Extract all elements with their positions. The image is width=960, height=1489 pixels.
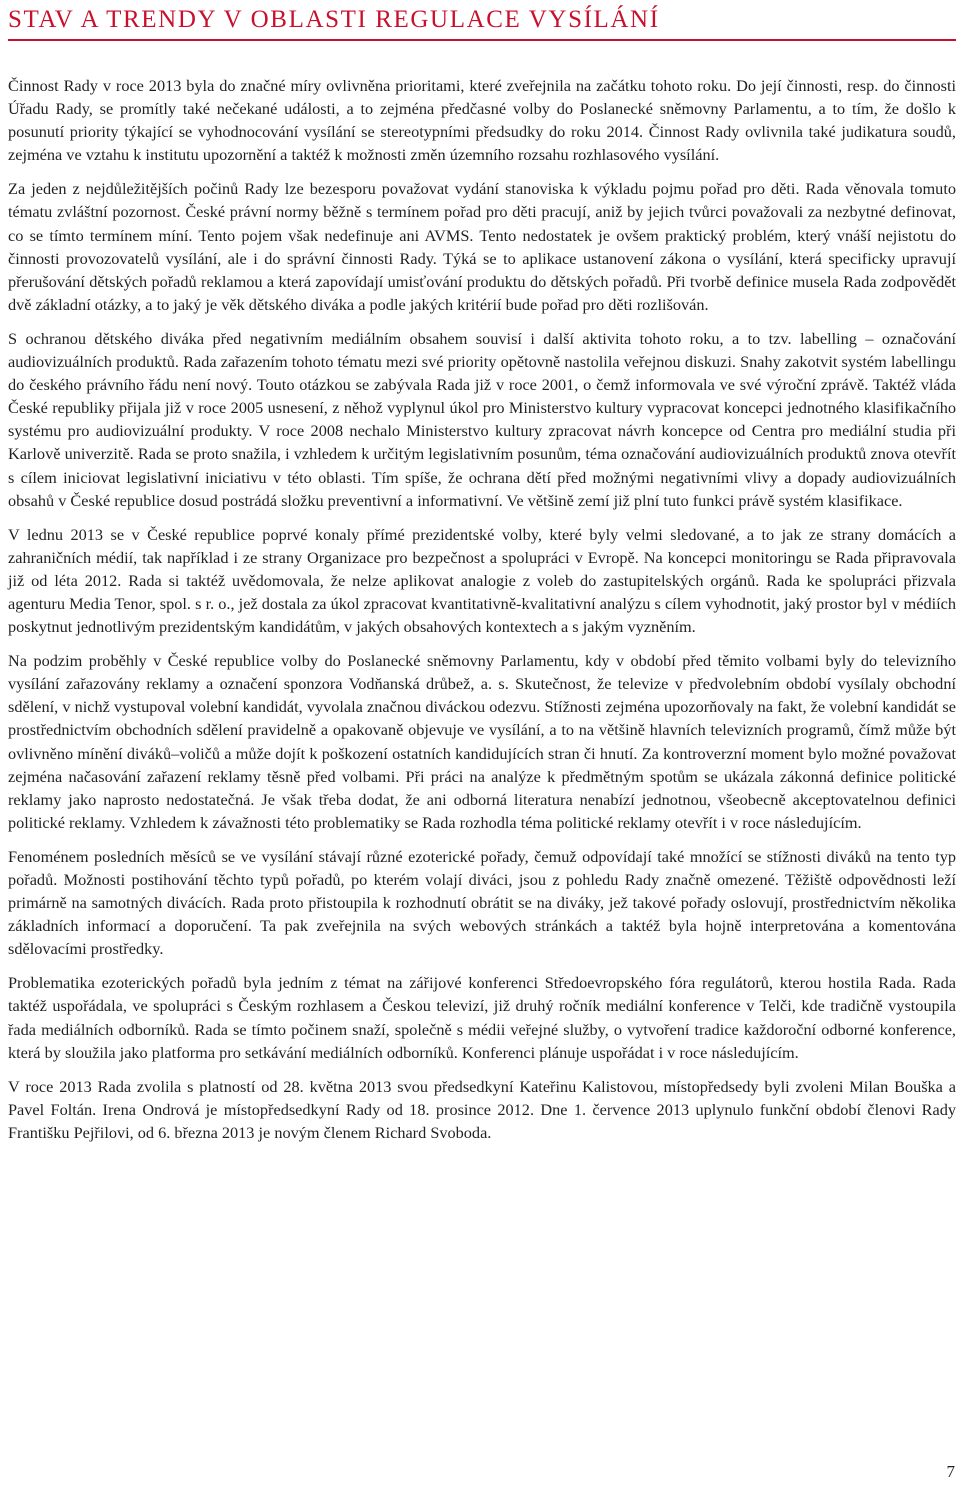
page-number: 7 bbox=[946, 1462, 955, 1481]
paragraph-esoteric-programmes: Fenoménem posledních měsíců se ve vysílání stávají různé ezoterické pořady, čemuž odpovídají také množící se stížnosti diváků na tento typ pořadů. Možnosti postihování těchto typů pořadů, po kterém volají diváci, jsou z pohledu Rady značně omezené. Těžiště odpovědnosti leží primárně na samotných divácích. Rada proto přistoupila k rozhodnutí obrátit se na diváky, jež takové pořady oslovují, prostřednictvím několika základních informací a doporučení. Ta pak zveřejnila na svých webových stránkách a taktéž byla hojně interpretována a komentována sdělovacími prostředky. bbox=[8, 846, 956, 959]
page-header bbox=[8, 0, 956, 41]
header-divider bbox=[8, 39, 956, 41]
paragraph-council-members: V roce 2013 Rada zvolila s platností od 28. května 2013 svou předsedkyní Kateřinu Kalistovou, místopředsedy byli zvoleni Milan Bouška a Pavel Foltán. Irena Ondrová je místopředsedkyní Rady od 18. prosince 2012. Dne 1. července 2013 uplynulo funkční období členovi Rady Františku Pejřilovi, od 6. března 2013 je novým členem Richard Svoboda. bbox=[8, 1076, 956, 1142]
paragraph-parliamentary-election: Na podzim proběhly v České republice volby do Poslanecké sněmovny Parlamentu, kdy v období před těmito volbami byly do televizního vysílání zařazovány reklamy a označení sponzora Vodňanská drůbež, a. s. Skutečnost, že televize v předvolebním období vysílaly obchodní sdělení, v nichž vystupoval volební kandidát, vyvolala značnou diváckou odezvu. Stížnosti zejména upozorňovaly na fakt, že volební kandidát se prostřednictvím obchodních sdělení pravidelně a opakovaně objevuje ve vysílání, a to na většině hlavních televizních programů, čímž může být ovlivněno mínění diváků–voličů a může dojít k poškození ostatních kandidujících stran či hnutí. Za kontroverzní moment bylo možné považovat zejména načasování zařazení reklamy těsně před volbami. Při práci na analýze k předmětným spotům se ukázala zákonná definice politické reklamy jako naprosto nedostatečná. Je však třeba dodat, že ani odborná literatura nenabízí jednotnou, všeobecně akceptovatelnou definici politické reklamy. Vzhledem k závažnosti této problematiky se Rada rozhodla téma politické reklamy otevřít i v roce následujícím. bbox=[8, 651, 956, 832]
document-body bbox=[8, 74, 956, 1155]
paragraph-presidential-election: V lednu 2013 se v České republice poprvé konaly přímé prezidentské volby, které byly velmi sledované, a to jak ze strany domácích a zahraničních médií, tak například i ze strany Organizace pro bezpečnost a spolupráci v Evropě. Na koncepci monitoringu se Rada připravovala již od léta 2012. Rada si taktéž uvědomovala, že nelze aplikovat analogie z voleb do zastupitelských orgánů. Rada ke spolupráci přizvala agenturu Media Tenor, spol. s r. o., jež dostala za úkol zpracovat kvantitativně-kvalitativní analýzu s cílem vyhodnotit, jaký prostor byl v médiích poskytnut jednotlivým prezidentským kandidátům, v jakých obsahových kontextech a s jakým vyzněním. bbox=[8, 524, 956, 637]
paragraph-labelling: S ochranou dětského diváka před negativním mediálním obsahem souvisí i další aktivita tohoto roku, a to tzv. labelling – označování audiovizuálních produktů. Rada zařazením tohoto tématu mezi své priority opětovně nastolila veřejnou diskuzi. Snahy zakotvit systém labellingu do českého právního řádu není nový. Touto otázkou se zabývala Rada již v roce 2001, o čemž informovala ve své výroční zprávě. Taktéž vláda České republiky přijala již v roce 2005 usnesení, z něhož vyplynul úkol pro Ministerstvo kultury vypracovat koncepci jednotného klasifikačního systému pro audiovizuální produkty. V roce 2008 nechalo Ministerstvo kultury zpracovat návrh koncepce od Centra pro mediální studia při Karlově univerzitě. Rada se proto snažila, i vzhledem k určitým legislativním posunům, téma označování audiovizuálních produktů znova otevřít s cílem iniciovat legislativní iniciativu v této oblasti. Tím spíše, že ochrana dětí před možnými negativními vlivy a dopady audiovizuálních obsahů v České republice dosud postrádá složku preventivní a informativní. Ve většině zemí již plní tuto funkci právě systém klasifikace. bbox=[8, 328, 956, 510]
paragraph-conferences: Problematika ezoterických pořadů byla jedním z témat na zářijové konferenci Středoevropského fóra regulátorů, kterou hostila Rada. Rada taktéž uspořádala, ve spolupráci s Českým rozhlasem a Českou televizí, již druhý ročník mediální konference v Telči, kde tradičně vystoupila řada mediálních odborníků. Rada se tímto počinem snaží, společně s médii veřejné služby, o vytvoření tradice každoroční odborné konference, která by sloužila jako platforma pro setkávání mediálních odborníků. Konferenci plánuje uspořádat i v roce následujícím. bbox=[8, 973, 956, 1062]
paragraph-childrens-programme: Za jeden z nejdůležitějších počinů Rady lze bezesporu považovat vydání stanoviska k výkladu pojmu pořad pro děti. Rada věnovala tomuto tématu zvláštní pozornost. České právní normy běžně s termínem pořad pro děti pracují, aniž by jejich tvůrci považovali za nezbytné definovat, co se tímto termínem míní. Tento pojem však nedefinuje ani AVMS. Tento nedostatek je ovšem praktický problém, který vnáší nejistotu do činnosti provozovatelů vysílání, ale i do správní činnosti Rady. Týká se to aplikace ustanovení zákona o vysílání, která specificky upravují přerušování dětských pořadů reklamou a která zapovídají umisťování produktu do dětských pořadů. Při tvorbě definice musela Rada zodpovědět dvě základní otázky, a to jaký je věk dětského diváka a podle jakých kritérií bude pořad pro děti rozlišován. bbox=[8, 179, 956, 314]
page-title: STAV A TRENDY V OBLASTI REGULACE VYSÍLÁNÍ bbox=[8, 6, 660, 33]
paragraph-activities-2013: Činnost Rady v roce 2013 byla do značné míry ovlivněna prioritami, které zveřejnila na začátku tohoto roku. Do její činnosti, resp. do činnosti Úřadu Rady, se promítly také nečekané události, a to zejména předčasné volby do Poslanecké sněmovny Parlamentu, a to tím, že došlo k posunutí priority týkající se vyhodnocování vysílání se stereotypními předsudky do roku 2014. Činnost Rady ovlivnila také judikatura soudů, zejména ve vztahu k institutu upozornění a taktéž k možnosti změn územního rozsahu rozhlasového vysílání. bbox=[8, 76, 956, 165]
